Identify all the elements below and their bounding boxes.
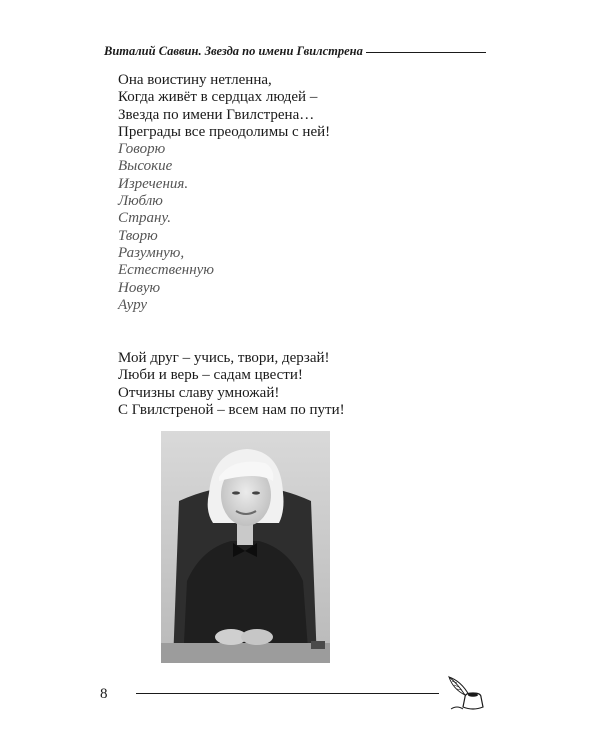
acrostic-line: Люблю (118, 193, 163, 210)
poem-line: Мой друг – учись, твори, дерзай! (118, 350, 330, 366)
poem-line: С Гвилстреной – всем нам по пути! (118, 401, 345, 418)
portrait-photo (161, 431, 330, 663)
poem-stanza-1 (118, 72, 330, 314)
footer-rule (136, 693, 439, 694)
poem-stanza-2 (118, 350, 345, 419)
acrostic-line: Разумную, (118, 244, 185, 261)
acrostic-line: Ауру (118, 296, 148, 313)
header-rule (366, 52, 486, 53)
acrostic-line: Изречения. (118, 175, 189, 192)
acrostic-line: Страну. (118, 210, 171, 227)
poem-line: Преграды все преодолимы с ней! (118, 123, 331, 140)
poem-line: Звезда по имени Гвилстрена… (118, 106, 315, 123)
acrostic-line: Творю (118, 227, 158, 244)
poem-line: Отчизны славу умножай! (118, 384, 280, 401)
acrostic-line: Новую (118, 279, 161, 296)
acrostic-line: Говорю (118, 141, 166, 158)
acrostic-line: Высокие (118, 158, 173, 175)
poem-line: Она воистину нетленна, (118, 72, 272, 88)
page-number: 8 (100, 686, 108, 702)
poem-line: Люби и верь – садам цвести! (118, 367, 303, 384)
quill-inkwell-icon (443, 669, 489, 715)
acrostic-line: Естественную (118, 262, 214, 279)
poem-line: Когда живёт в сердцах людей – (118, 89, 318, 106)
header-title: Виталий Саввин. Звезда по имени Гвилстрена (104, 44, 363, 58)
